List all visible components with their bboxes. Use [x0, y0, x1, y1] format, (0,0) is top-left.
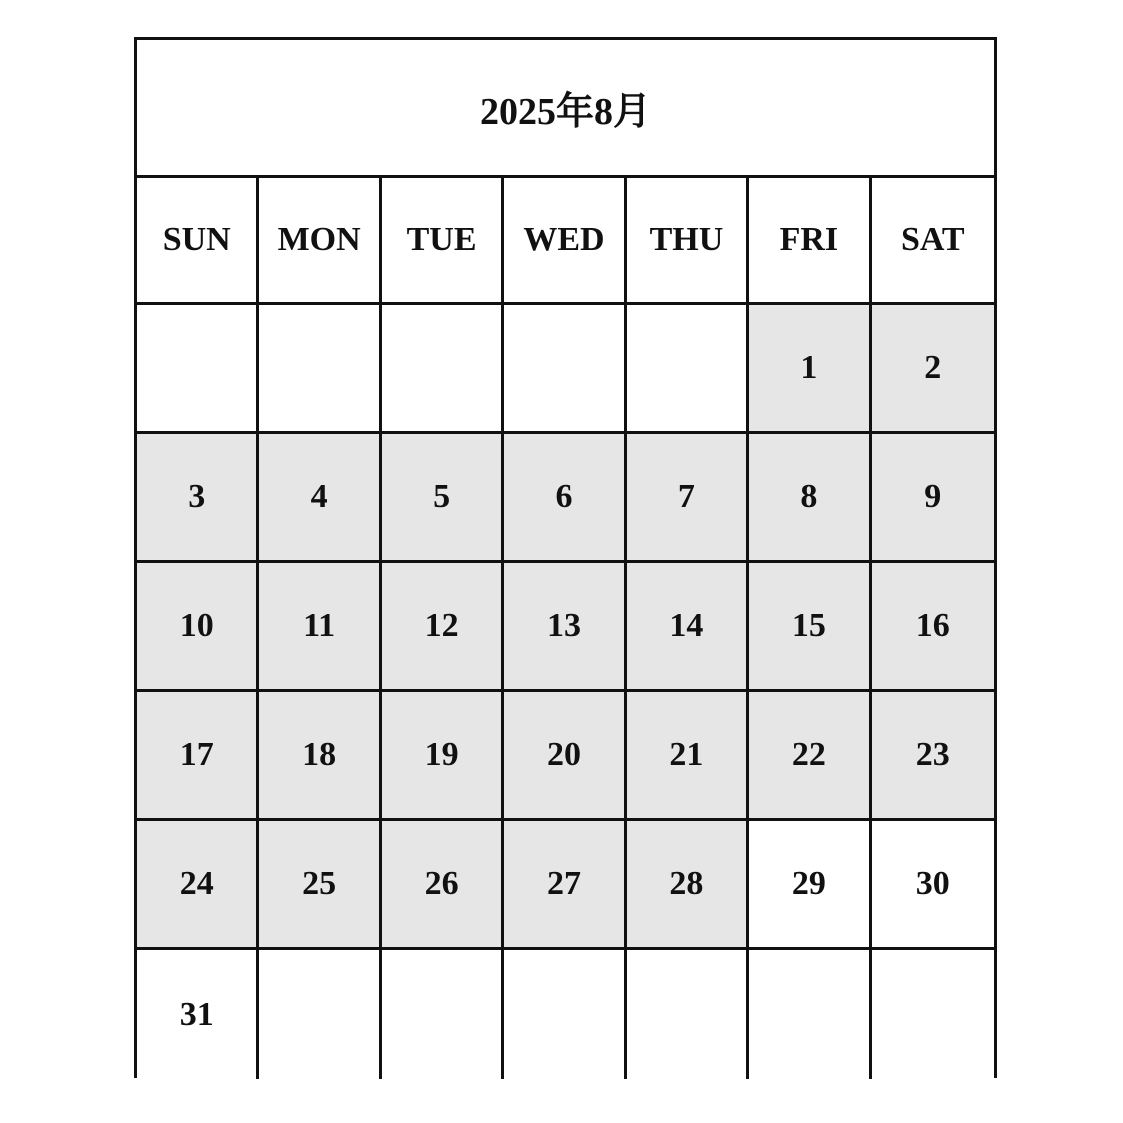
day-cell-19[interactable]: 19	[382, 692, 504, 821]
weekday-header-sun: SUN	[137, 178, 259, 305]
weekday-header-tue: TUE	[382, 178, 504, 305]
empty-day-cell	[382, 950, 504, 1079]
calendar-grid	[137, 178, 994, 1075]
day-cell-22[interactable]: 22	[749, 692, 871, 821]
day-cell-21[interactable]: 21	[627, 692, 749, 821]
empty-day-cell	[749, 950, 871, 1079]
day-cell-30[interactable]: 30	[872, 821, 994, 950]
weekday-header-fri: FRI	[749, 178, 871, 305]
day-cell-26[interactable]: 26	[382, 821, 504, 950]
day-cell-10[interactable]: 10	[137, 563, 259, 692]
day-cell-20[interactable]: 20	[504, 692, 626, 821]
day-cell-16[interactable]: 16	[872, 563, 994, 692]
day-cell-25[interactable]: 25	[259, 821, 381, 950]
day-cell-29[interactable]: 29	[749, 821, 871, 950]
day-cell-3[interactable]: 3	[137, 434, 259, 563]
day-cell-8[interactable]: 8	[749, 434, 871, 563]
weekday-header-mon: MON	[259, 178, 381, 305]
month-calendar	[134, 37, 997, 1078]
day-cell-31[interactable]: 31	[137, 950, 259, 1079]
day-cell-17[interactable]: 17	[137, 692, 259, 821]
day-cell-27[interactable]: 27	[504, 821, 626, 950]
day-cell-1[interactable]: 1	[749, 305, 871, 434]
empty-day-cell	[504, 305, 626, 434]
empty-day-cell	[872, 950, 994, 1079]
day-cell-5[interactable]: 5	[382, 434, 504, 563]
day-cell-2[interactable]: 2	[872, 305, 994, 434]
empty-day-cell	[627, 950, 749, 1079]
day-cell-9[interactable]: 9	[872, 434, 994, 563]
empty-day-cell	[137, 305, 259, 434]
day-cell-24[interactable]: 24	[137, 821, 259, 950]
day-cell-6[interactable]: 6	[504, 434, 626, 563]
empty-day-cell	[259, 305, 381, 434]
empty-day-cell	[627, 305, 749, 434]
empty-day-cell	[504, 950, 626, 1079]
day-cell-28[interactable]: 28	[627, 821, 749, 950]
weekday-header-thu: THU	[627, 178, 749, 305]
day-cell-7[interactable]: 7	[627, 434, 749, 563]
day-cell-4[interactable]: 4	[259, 434, 381, 563]
day-cell-23[interactable]: 23	[872, 692, 994, 821]
empty-day-cell	[382, 305, 504, 434]
day-cell-11[interactable]: 11	[259, 563, 381, 692]
weekday-header-wed: WED	[504, 178, 626, 305]
day-cell-15[interactable]: 15	[749, 563, 871, 692]
day-cell-12[interactable]: 12	[382, 563, 504, 692]
calendar-title: 2025年8月	[137, 40, 994, 178]
weekday-header-sat: SAT	[872, 178, 994, 305]
day-cell-18[interactable]: 18	[259, 692, 381, 821]
day-cell-13[interactable]: 13	[504, 563, 626, 692]
day-cell-14[interactable]: 14	[627, 563, 749, 692]
empty-day-cell	[259, 950, 381, 1079]
